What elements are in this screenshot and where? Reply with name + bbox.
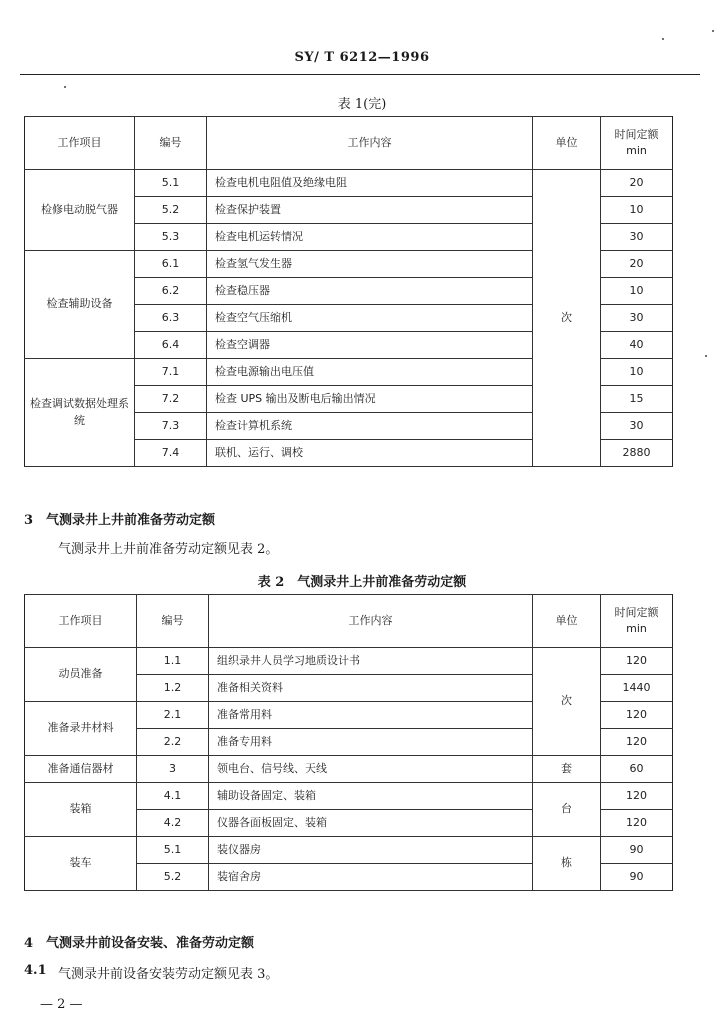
header-rule <box>20 74 700 75</box>
content-cell: 装仪器房 <box>209 837 533 864</box>
scan-speck <box>64 86 66 88</box>
number-cell: 7.2 <box>135 386 207 413</box>
time-cell: 10 <box>601 197 673 224</box>
time-cell: 20 <box>601 251 673 278</box>
col-number: 编号 <box>137 595 209 648</box>
time-cell: 120 <box>601 729 673 756</box>
time-cell: 120 <box>601 648 673 675</box>
col-time-quota <box>601 117 673 170</box>
work-item-cell: 动员准备 <box>25 648 137 702</box>
work-item-cell: 准备通信器材 <box>25 756 137 783</box>
work-item-cell: 检修电动脱气器 <box>25 170 135 251</box>
table1-header-row <box>25 117 673 170</box>
content-cell: 检查保护装置 <box>207 197 533 224</box>
section-4-1-number: 4.1 <box>24 963 47 978</box>
number-cell: 4.1 <box>137 783 209 810</box>
time-cell: 40 <box>601 332 673 359</box>
number-cell: 5.2 <box>137 864 209 891</box>
unit-cell: 栋 <box>533 837 601 891</box>
number-cell: 1.1 <box>137 648 209 675</box>
col-unit: 单位 <box>533 595 601 648</box>
content-cell: 装宿舍房 <box>209 864 533 891</box>
work-item-cell: 准备录井材料 <box>25 702 137 756</box>
time-cell: 1440 <box>601 675 673 702</box>
time-cell: 120 <box>601 702 673 729</box>
time-cell: 120 <box>601 810 673 837</box>
table-row <box>25 837 673 864</box>
time-cell: 120 <box>601 783 673 810</box>
number-cell: 3 <box>137 756 209 783</box>
section-4-heading: 4 气测录井前设备安装、准备劳动定额 <box>24 936 255 951</box>
number-cell: 4.2 <box>137 810 209 837</box>
number-cell: 5.1 <box>137 837 209 864</box>
content-cell: 仪器各面板固定、装箱 <box>209 810 533 837</box>
number-cell: 7.4 <box>135 440 207 467</box>
content-cell: 检查 UPS 输出及断电后输出情况 <box>207 386 533 413</box>
number-cell: 1.2 <box>137 675 209 702</box>
time-cell: 30 <box>601 305 673 332</box>
time-cell: 2880 <box>601 440 673 467</box>
table-row <box>25 783 673 810</box>
scan-speck <box>662 38 664 40</box>
content-cell: 检查计算机系统 <box>207 413 533 440</box>
content-cell: 准备专用料 <box>209 729 533 756</box>
table1 <box>24 116 673 467</box>
section-3-paragraph: 气测录井上井前准备劳动定额见表 2。 <box>58 542 279 557</box>
number-cell: 2.2 <box>137 729 209 756</box>
col-number: 编号 <box>135 117 207 170</box>
number-cell: 5.2 <box>135 197 207 224</box>
time-cell: 10 <box>601 278 673 305</box>
unit-cell: 套 <box>533 756 601 783</box>
time-cell: 20 <box>601 170 673 197</box>
content-cell: 检查稳压器 <box>207 278 533 305</box>
col-content: 工作内容 <box>209 595 533 648</box>
table-row <box>25 648 673 675</box>
page-number: — 2 — <box>40 997 83 1012</box>
work-item-cell: 装箱 <box>25 783 137 837</box>
content-cell: 检查电机运转情况 <box>207 224 533 251</box>
section-3-heading: 3 气测录井上井前准备劳动定额 <box>24 513 216 528</box>
number-cell: 6.3 <box>135 305 207 332</box>
number-cell: 7.3 <box>135 413 207 440</box>
table1-caption: 表 1(完) <box>337 97 387 112</box>
col-time-quota <box>601 595 673 648</box>
table2-header-row <box>25 595 673 648</box>
number-cell: 6.2 <box>135 278 207 305</box>
table2-caption: 表 2 气测录井上井前准备劳动定额 <box>257 575 467 590</box>
number-cell: 7.1 <box>135 359 207 386</box>
col-work-item: 工作项目 <box>25 117 135 170</box>
content-cell: 检查空气压缩机 <box>207 305 533 332</box>
time-cell: 10 <box>601 359 673 386</box>
col-time-unit-label: min <box>626 622 647 635</box>
number-cell: 5.3 <box>135 224 207 251</box>
col-time-quota-label: 时间定额 <box>614 127 659 141</box>
number-cell: 6.1 <box>135 251 207 278</box>
time-cell: 90 <box>601 837 673 864</box>
time-cell: 30 <box>601 413 673 440</box>
col-work-item: 工作项目 <box>25 595 137 648</box>
number-cell: 6.4 <box>135 332 207 359</box>
col-time-quota-label: 时间定额 <box>614 605 659 619</box>
content-cell: 领电台、信号线、天线 <box>209 756 533 783</box>
content-cell: 联机、运行、调校 <box>207 440 533 467</box>
unit-cell: 次 <box>533 170 601 467</box>
content-cell: 组织录井人员学习地质设计书 <box>209 648 533 675</box>
col-time-unit-label: min <box>626 144 647 157</box>
content-cell: 检查电机电阻值及绝缘电阻 <box>207 170 533 197</box>
content-cell: 检查电源输出电压值 <box>207 359 533 386</box>
number-cell: 2.1 <box>137 702 209 729</box>
work-item-cell: 装车 <box>25 837 137 891</box>
content-cell: 准备常用料 <box>209 702 533 729</box>
unit-cell: 台 <box>533 783 601 837</box>
number-cell: 5.1 <box>135 170 207 197</box>
table-row <box>25 756 673 783</box>
scan-speck <box>705 355 707 357</box>
content-cell: 辅助设备固定、装箱 <box>209 783 533 810</box>
time-cell: 30 <box>601 224 673 251</box>
unit-cell: 次 <box>533 648 601 756</box>
work-item-cell: 检查调试数据处理系统 <box>25 359 135 467</box>
col-unit: 单位 <box>533 117 601 170</box>
work-item-cell: 检查辅助设备 <box>25 251 135 359</box>
col-content: 工作内容 <box>207 117 533 170</box>
section-4-1-paragraph: 气测录井前设备安装劳动定额见表 3。 <box>58 967 279 982</box>
time-cell: 90 <box>601 864 673 891</box>
scan-speck <box>712 30 714 32</box>
table-row <box>25 170 673 197</box>
content-cell: 准备相关资料 <box>209 675 533 702</box>
content-cell: 检查氢气发生器 <box>207 251 533 278</box>
standard-code-header: SY/ T 6212—1996 <box>294 50 430 65</box>
time-cell: 60 <box>601 756 673 783</box>
table2 <box>24 594 673 891</box>
time-cell: 15 <box>601 386 673 413</box>
content-cell: 检查空调器 <box>207 332 533 359</box>
